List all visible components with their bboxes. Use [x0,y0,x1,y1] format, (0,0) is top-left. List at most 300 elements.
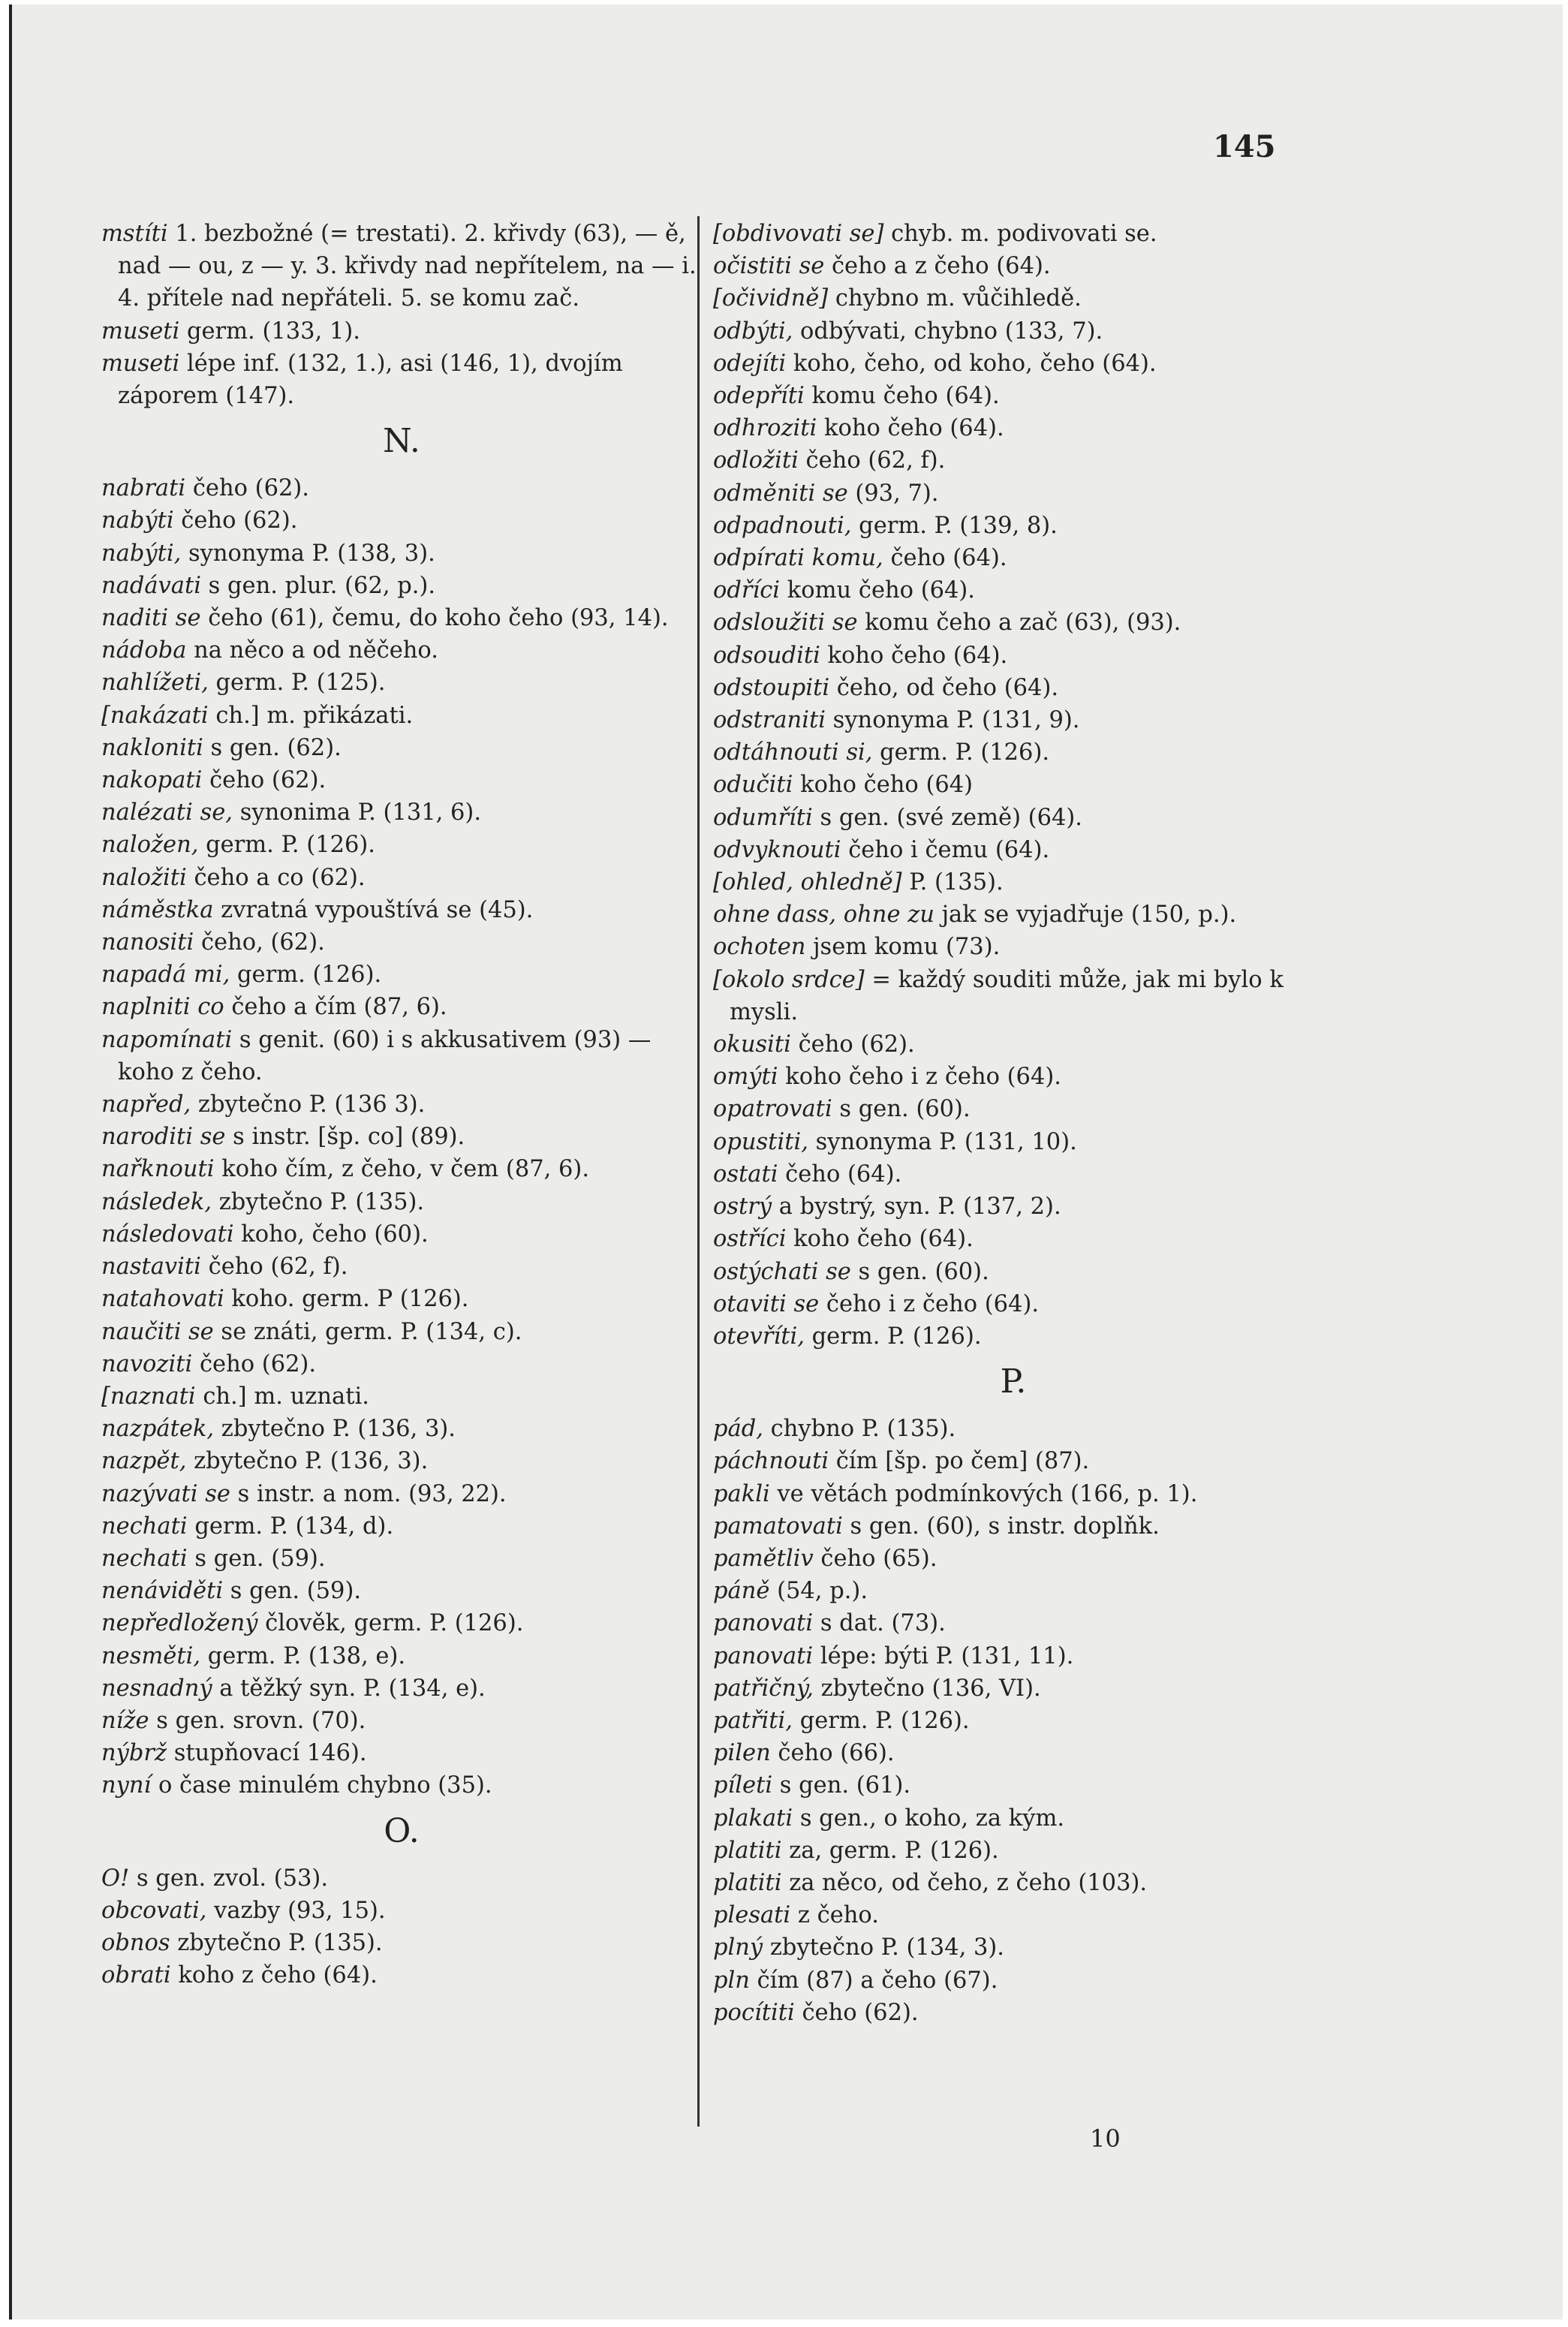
entry-text: ch.] m. přikázati. [208,702,414,729]
dictionary-entry [101,1413,702,1445]
dictionary-entry [713,1899,1314,1931]
dictionary-entry [713,834,1314,866]
entry-headword: odměniti se [713,480,848,507]
entry-text: s gen. (59). [223,1578,362,1605]
entry-text: čeho (62). [202,767,327,794]
dictionary-entry [713,1867,1314,1899]
dictionary-entry [101,1218,702,1251]
entry-headword: obrati [101,1962,171,1989]
dictionary-entry [101,602,702,634]
dictionary-entry [101,667,702,699]
dictionary-entry [713,380,1314,412]
dictionary-entry [713,348,1314,380]
entry-text: germ. P. (126). [198,832,376,859]
entry-headword: napomínati [101,1026,233,1053]
dictionary-entry [101,1348,702,1380]
entry-headword: naložiti [101,864,187,891]
dictionary-entry [101,1705,702,1737]
entry-text: komu čeho a zač (63), (93). [857,610,1181,637]
entry-headword: opatrovati [713,1096,832,1123]
dictionary-entry [101,1769,702,1802]
entry-text: synonyma P. (131, 9). [825,707,1080,734]
dictionary-entry [713,542,1314,574]
dictionary-entry [713,1510,1314,1543]
entry-headword: nýbrž [101,1740,167,1767]
entry-text: koho čeho i z čeho (64). [778,1064,1061,1091]
dictionary-entry [713,1191,1314,1223]
entry-headword: otevříti, [713,1323,805,1350]
dictionary-entry [713,1964,1314,1997]
entry-text: germ. P. (126). [872,739,1050,766]
entry-headword: nanositi [101,929,194,956]
dictionary-entry [713,1158,1314,1191]
entry-headword: nepředložený [101,1610,258,1637]
entry-text: koho čeho (64). [820,642,1008,669]
dictionary-entry [101,634,702,667]
entry-text: jsem komu (73). [805,934,1001,961]
entry-headword: nadávati [101,572,201,599]
entry-text: zbytečno P. (136, 3). [186,1448,429,1475]
entry-text: s instr. [šp. co] (89). [225,1124,465,1151]
entry-headword: natahovati [101,1286,224,1313]
entry-text: ve větách podmínkových (166, p. 1). [769,1480,1198,1507]
dictionary-entry [101,1737,702,1769]
entry-headword: naučiti se [101,1318,214,1345]
section-letter: O. [384,1811,420,1850]
dictionary-entry [101,1186,702,1218]
entry-text: člověk, germ. P. (126). [257,1610,524,1637]
entry-headword: nesnadný [101,1675,212,1702]
entry-headword: [ohled, ohledně] [713,869,902,896]
dictionary-entry [713,1543,1314,1575]
entry-headword: naditi se [101,605,201,632]
entry-text: lépe: býti P. (131, 11). [813,1642,1074,1669]
dictionary-entry [713,1737,1314,1769]
entry-text: zbytečno (136, VI). [813,1675,1041,1702]
dictionary-entry [101,700,702,732]
dictionary-entry [101,1380,702,1413]
right-column [713,218,1314,2029]
dictionary-entry [713,866,1314,899]
entry-headword: [okolo srdce] [713,966,865,993]
dictionary-entry [101,1607,702,1639]
entry-headword: nechati [101,1513,188,1540]
entry-headword: O! [101,1865,130,1892]
entry-text: a bystrý, syn. P. (137, 2). [772,1194,1061,1221]
entry-text: s gen. (své země) (64). [812,804,1082,831]
entry-text: germ. (126). [230,962,382,989]
dictionary-entry [713,1093,1314,1125]
dictionary-entry [101,1445,702,1477]
entry-text: čeho (62). [794,1999,919,2026]
entry-text: čeho (62, f). [200,1254,348,1281]
dictionary-entry [101,1121,702,1153]
entry-headword: museti [101,318,180,345]
dictionary-entry [101,1153,702,1185]
entry-headword: napřed, [101,1091,191,1118]
entry-text: za, germ. P. (126). [781,1837,999,1864]
dictionary-entry [101,1959,702,1991]
dictionary-entry [713,704,1314,736]
entry-headword: pád, [713,1416,763,1443]
entry-headword: odbýti, [713,318,793,345]
dictionary-entry [713,899,1314,931]
entry-headword: odejíti [713,350,787,377]
entry-text: čeho i čemu (64). [841,836,1050,863]
entry-headword: pocítiti [713,1999,795,2026]
entry-headword: nařknouti [101,1156,215,1183]
entry-text: germ. P. (126). [804,1323,982,1350]
dictionary-entry [101,1283,702,1315]
dictionary-entry [713,1575,1314,1607]
entry-text: na něco a od něčeho. [186,637,438,664]
entry-headword: nabýti, [101,540,182,567]
entry-text: s genit. (60) i s akkusativem (93) — koho z čeho. [118,1026,652,1085]
entry-headword: nabýti [101,507,174,534]
entry-text: čeho (62). [192,1350,317,1377]
dictionary-entry [713,1640,1314,1672]
dictionary-entry [101,348,702,412]
entry-text: germ. P. (138, e). [200,1642,406,1669]
entry-headword: páchnouti [713,1448,829,1475]
entry-headword: odvyknouti [713,836,841,863]
entry-headword: pilen [713,1740,771,1767]
entry-headword: nalézati se, [101,799,233,826]
entry-headword: odsouditi [713,642,820,669]
entry-text: s gen. (62). [203,734,342,761]
entry-text: stupňovací 146). [167,1740,367,1767]
entry-text: chyb. m. podivovati se. [883,221,1157,247]
entry-headword: [obdivovati se] [713,221,884,247]
entry-headword: otaviti se [713,1290,820,1317]
dictionary-entry [713,769,1314,801]
entry-text: čeho (62). [790,1031,915,1058]
dictionary-entry [101,1575,702,1607]
entry-headword: píleti [713,1772,773,1799]
dictionary-entry [713,574,1314,607]
dictionary-entry [101,1895,702,1927]
dictionary-entry [101,894,702,926]
dictionary-entry [713,1256,1314,1288]
dictionary-entry [101,732,702,764]
entry-headword: odumříti [713,804,813,831]
dictionary-entry [713,218,1314,250]
entry-headword: nazpět, [101,1448,187,1475]
entry-text: jak se vyjadřuje (150, p.). [934,902,1237,929]
entry-headword: odříci [713,577,781,604]
entry-headword: okusiti [713,1031,791,1058]
entry-text: čeho (65). [813,1545,937,1572]
entry-text: s gen. (60). [850,1258,989,1285]
dictionary-entry [713,1413,1314,1445]
entry-headword: nádoba [101,637,187,664]
entry-headword: následovati [101,1221,234,1248]
entry-text: čeho a z čeho (64). [824,253,1051,280]
entry-headword: páně [713,1578,770,1605]
entry-headword: odepříti [713,383,805,410]
entry-text: koho z čeho (64). [170,1962,378,1989]
dictionary-entry [101,926,702,959]
entry-text: koho, čeho, od koho, čeho (64). [786,350,1157,377]
entry-text: zvratná vypouštívá se (45). [213,896,534,923]
entry-headword: odpírati komu, [713,545,883,572]
entry-text: koho. germ. P (126). [224,1286,469,1313]
dictionary-entry [713,1445,1314,1477]
dictionary-entry [101,764,702,796]
dictionary-entry [101,829,702,861]
entry-text: s gen. zvol. (53). [129,1865,329,1892]
entry-headword: nahlížeti, [101,670,209,697]
entry-headword: museti [101,350,180,377]
entry-text: (93, 7). [847,480,939,507]
dictionary-entry [713,510,1314,542]
entry-text: germ. P. (134, d). [187,1513,394,1540]
dictionary-entry [713,315,1314,348]
entry-text: čeho (62, f). [798,447,946,474]
entry-headword: plesati [713,1902,791,1929]
entry-text: čeho (64). [778,1160,902,1188]
entry-text: čeho (62). [173,507,298,534]
entry-text: ch.] m. uznati. [195,1383,369,1410]
dictionary-entry [713,672,1314,704]
dictionary-entry [713,1223,1314,1255]
entry-text: zbytečno P. (136 3). [191,1091,426,1118]
dictionary-entry [713,607,1314,639]
entry-headword: [očividně] [713,285,829,312]
entry-headword: nazývati se [101,1480,230,1507]
entry-headword: mstíti [101,221,168,247]
entry-headword: obnos [101,1929,170,1956]
dictionary-entry [101,1640,702,1672]
dictionary-entry [713,736,1314,769]
entry-headword: odsloužiti se [713,610,858,637]
entry-text: zbytečno P. (134, 3). [763,1934,1004,1961]
entry-text: zbytečno P. (135). [212,1188,425,1215]
entry-headword: odpadnouti, [713,512,852,539]
entry-headword: odhroziti [713,415,817,442]
entry-text: odbývati, chybno (133, 7). [793,318,1103,345]
entry-text: čeho a co (62). [186,864,366,891]
entry-text: čeho, (62). [194,929,325,956]
entry-text: s gen. (59). [187,1545,326,1572]
entry-headword: plný [713,1934,763,1961]
dictionary-entry [713,282,1314,315]
entry-headword: napadá mi, [101,962,230,989]
dictionary-entry [101,1251,702,1283]
entry-text: čeho, od čeho (64). [829,674,1059,701]
dictionary-entry [101,570,702,602]
section-letter: N. [383,422,420,461]
entry-headword: nakopati [101,767,203,794]
entry-text: = každý souditi může, jak mi bylo k mysli. [730,966,1284,1025]
entry-headword: odložiti [713,447,799,474]
entry-headword: platiti [713,1869,782,1896]
entry-headword: panovati [713,1610,814,1637]
entry-headword: platiti [713,1837,782,1864]
entry-text: synonyma P. (138, 3). [181,540,435,567]
entry-headword: nabrati [101,475,186,502]
entry-headword: ostýchati se [713,1258,851,1285]
dictionary-entry [101,537,702,570]
dictionary-entry [101,504,702,537]
dictionary-entry [713,444,1314,477]
entry-text: chybno m. vůčihledě. [828,285,1082,312]
entry-headword: nyní [101,1772,152,1799]
entry-headword: očistiti se [713,253,825,280]
dictionary-entry [101,1543,702,1575]
dictionary-entry [101,472,702,504]
entry-headword: ochoten [713,934,806,961]
entry-headword: odučiti [713,772,793,799]
entry-headword: pamatovati [713,1513,843,1540]
dictionary-entry [713,1126,1314,1158]
dictionary-entry [101,1478,702,1510]
entry-text: germ. P. (125). [208,670,386,697]
entry-headword: pln [713,1967,750,1994]
dictionary-entry [101,315,702,348]
entry-headword: odstraniti [713,707,826,734]
entry-text: s gen. plur. (62, p.). [200,572,436,599]
entry-text: a těžký syn. P. (134, e). [212,1675,486,1702]
entry-headword: opustiti, [713,1128,808,1155]
entry-text: chybno P. (135). [763,1416,956,1443]
dictionary-entry [713,931,1314,963]
entry-text: koho čím, z čeho, v čem (87, 6). [214,1156,590,1183]
entry-text: čeho (64). [883,545,1007,572]
dictionary-entry [713,1705,1314,1737]
entry-headword: pakli [713,1480,770,1507]
entry-text: zbytečno P. (135). [170,1929,383,1956]
entry-text: čeho (61), čemu, do koho čeho (93, 14). [200,605,669,632]
entry-text: lépe inf. (132, 1.), asi (146, 1), dvojím záporem (147). [118,350,623,410]
entry-text: germ. P. (126). [793,1707,970,1734]
entry-headword: nazpátek, [101,1416,215,1443]
entry-text: čeho i z čeho (64). [819,1290,1040,1317]
dictionary-entry [713,964,1314,1028]
dictionary-entry [713,1061,1314,1093]
entry-headword: naroditi se [101,1124,226,1151]
entry-text: s gen. (60), s instr. doplňk. [842,1513,1160,1540]
dictionary-entry [713,1931,1314,1964]
dictionary-entry [713,802,1314,834]
entry-text: synonyma P. (131, 10). [808,1128,1077,1155]
entry-text: o čase minulém chybno (35). [151,1772,492,1799]
entry-headword: panovati [713,1642,814,1669]
entry-text: komu čeho (64). [804,383,1000,410]
dictionary-entry [713,1997,1314,2029]
entry-text: s gen. (60). [832,1096,971,1123]
dictionary-entry [101,1510,702,1543]
entry-text: germ. (133, 1). [179,318,360,345]
page-number: 145 [1213,129,1276,164]
entry-headword: ostříci [713,1226,787,1253]
printer-signature: 10 [1090,2124,1121,2153]
entry-headword: náměstka [101,896,214,923]
entry-text: 1. bezbožné (= trestati). 2. křivdy (63), — ě, nad — ou, z — y. 3. křivdy nad nepřítelem, na — i. 4. přítele nad nepřáteli. 5. se komu zač. [118,221,697,312]
entry-text: synonima P. (131, 6). [233,799,482,826]
dictionary-entry [101,1316,702,1348]
left-column [101,218,702,1991]
entry-text: koho, čeho (60). [233,1221,429,1248]
entry-headword: naplniti co [101,994,224,1021]
dictionary-entry [101,862,702,894]
entry-headword: [nakázati [101,702,209,729]
entry-headword: omýti [713,1064,778,1091]
entry-text: s gen., o koho, za kým. [793,1805,1065,1832]
entry-text: s dat. (73). [813,1610,946,1637]
dictionary-entry [713,1320,1314,1353]
dictionary-entry [713,1802,1314,1835]
column-divider [697,216,700,2127]
entry-text: se znáti, germ. P. (134, c). [213,1318,522,1345]
dictionary-entry [713,1478,1314,1510]
dictionary-entry [713,1607,1314,1639]
entry-headword: patřiti, [713,1707,793,1734]
entry-text: za něco, od čeho, z čeho (103). [781,1869,1148,1896]
entry-headword: nastaviti [101,1254,201,1281]
entry-text: vazby (93, 15). [206,1897,386,1924]
dictionary-entry [101,991,702,1023]
entry-text: (54, p.). [769,1578,868,1605]
entry-headword: pamětliv [713,1545,814,1572]
entry-text: s instr. a nom. (93, 22). [230,1480,507,1507]
entry-headword: obcovati, [101,1897,207,1924]
entry-text: s gen. (61). [772,1772,911,1799]
dictionary-entry [101,959,702,991]
dictionary-entry [713,640,1314,672]
entry-headword: nenáviděti [101,1578,224,1605]
entry-text: germ. P. (139, 8). [851,512,1058,539]
entry-text: čím (87) a čeho (67). [749,1967,998,1994]
section-letter: P. [1000,1362,1027,1401]
dictionary-entry [713,477,1314,510]
entry-headword: odstoupiti [713,674,830,701]
entry-headword: ostrý [713,1194,772,1221]
dictionary-entry [101,218,702,315]
dictionary-entry [101,1927,702,1959]
dictionary-entry [713,250,1314,282]
entry-headword: nakloniti [101,734,203,761]
entry-text: čeho (62). [185,475,309,502]
entry-headword: ostati [713,1160,778,1188]
dictionary-entry [101,1672,702,1705]
entry-text: koho čeho (64). [817,415,1004,442]
entry-text: P. (135). [901,869,1004,896]
entry-headword: ohne dass, ohne zu [713,902,934,929]
entry-headword: nechati [101,1545,188,1572]
dictionary-entry [101,1862,702,1895]
dictionary-entry [101,796,702,829]
entry-headword: odtáhnouti si, [713,739,873,766]
dictionary-entry [713,1672,1314,1705]
dictionary-entry [713,412,1314,444]
entry-headword: naložen, [101,832,199,859]
dictionary-entry [101,1024,702,1088]
entry-text: z čeho. [790,1902,879,1929]
entry-headword: patřičný, [713,1675,814,1702]
entry-text: s gen. srovn. (70). [149,1707,366,1734]
entry-text: koho čeho (64). [786,1226,974,1253]
entry-headword: plakati [713,1805,793,1832]
dictionary-entry [713,1835,1314,1867]
entry-headword: níže [101,1707,149,1734]
entry-headword: následek, [101,1188,212,1215]
entry-headword: navoziti [101,1350,193,1377]
entry-text: čeho a čím (87, 6). [224,994,447,1021]
dictionary-entry [713,1028,1314,1061]
entry-headword: [naznati [101,1383,196,1410]
entry-text: komu čeho (64). [780,577,975,604]
